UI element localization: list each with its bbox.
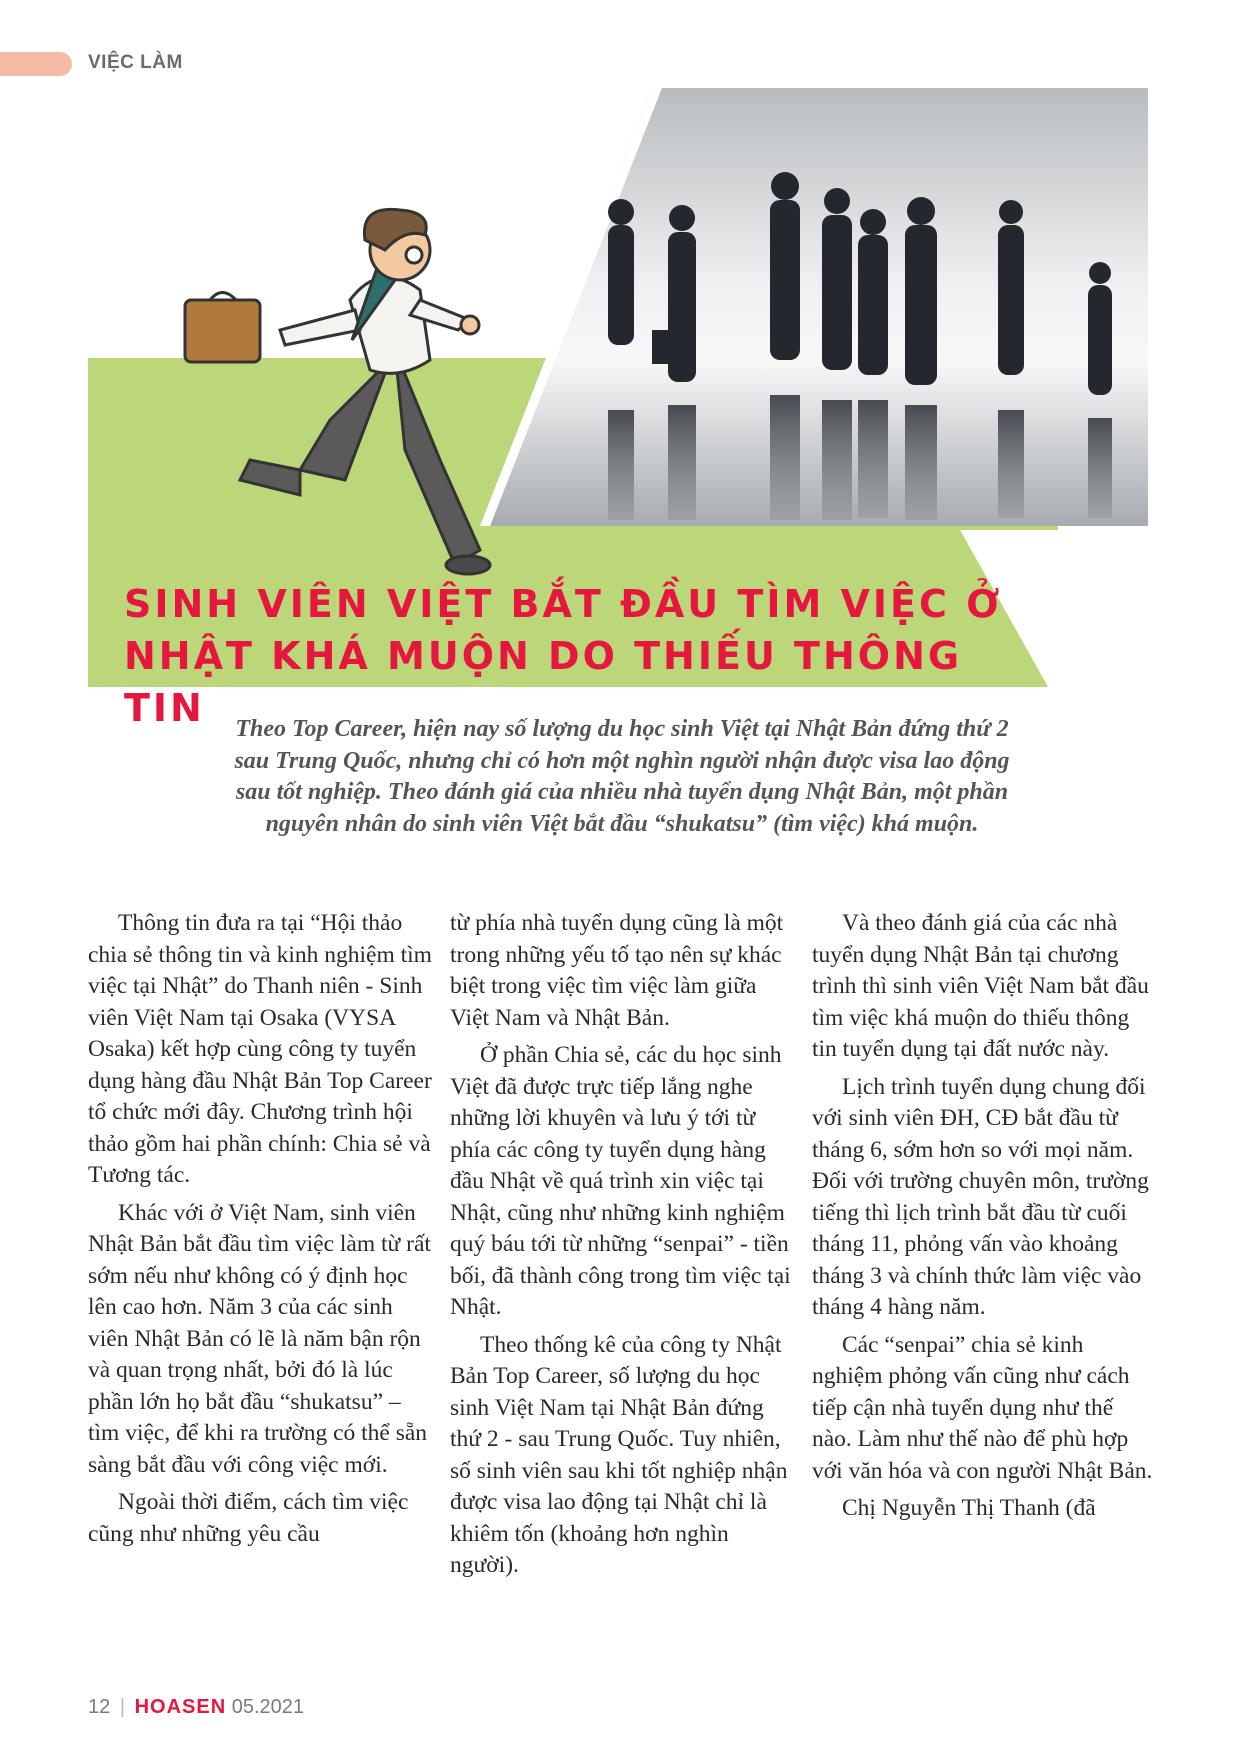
paragraph: Ngoài thời điểm, cách tìm việc cũng như những yêu cầu bbox=[88, 1489, 409, 1547]
issue-date: 05.2021 bbox=[231, 1696, 305, 1718]
article-lead: Theo Top Career, hiện nay số lượng du học sinh Việt tại Nhật Bản đứng thứ 2 sau Trung Quốc, nhưng chỉ có hơn một nghìn người nhận được visa lao động sau tốt nghiệp. Theo đánh giá của nhiều nhà tuyển dụng Nhật Bản, một phần nguyên nhân do sinh viên Việt bắt đầu “shukatsu” (tìm việc) khá muộn. bbox=[234, 716, 1010, 837]
magazine-brand: HOASEN bbox=[134, 1696, 227, 1718]
paragraph: từ phía nhà tuyển dụng cũng là một trong những yếu tố tạo nên sự khác biệt trong việc tìm việc làm giữa Việt Nam và Nhật Bản. bbox=[450, 910, 784, 1031]
page-footer bbox=[88, 1696, 304, 1719]
paragraph: Chị Nguyễn Thị Thanh (đã bbox=[842, 1495, 1096, 1521]
footer-separator: | bbox=[119, 1696, 126, 1718]
section-label: VIỆC LÀM bbox=[88, 52, 183, 73]
paragraph: Các “senpai” chia sẻ kinh nghiệm phỏng vấn cũng như cách tiếp cận nhà tuyển dụng như thế nào. Làm như thế nào để phù hợp với văn hóa và con người Nhật Bản. bbox=[812, 1331, 1153, 1484]
business-photo bbox=[480, 88, 1148, 526]
article-title: SINH VIÊN VIỆT BẮT ĐẦU TÌM VIỆC Ở NHẬT KHÁ MUỘN DO THIẾU THÔNG TIN bbox=[124, 582, 1003, 730]
article-column-2 bbox=[450, 908, 794, 1588]
paragraph: Và theo đánh giá của các nhà tuyển dụng Nhật Bản tại chương trình thì sinh viên Việt Nam bắt đầu tìm việc khá muộn do thiếu thông tin tuyển dụng tại đất nước này. bbox=[812, 910, 1149, 1062]
article-column-3 bbox=[812, 908, 1157, 1531]
paragraph: Theo thống kê của công ty Nhật Bản Top Career, số lượng du học sinh Việt Nam tại Nhật Bản đứng thứ 2 - sau Trung Quốc. Tuy nhiên, số sinh viên sau khi tốt nghiệp nhận được visa lao động tại Nhật chỉ là khiêm tốn (khoảng hơn nghìn người). bbox=[450, 1331, 788, 1578]
paragraph: Lịch trình tuyển dụng chung đối với sinh viên ĐH, CĐ bắt đầu từ tháng 6, sớm hơn so với mọi năm. Đối với trường chuyên môn, trường tiếng thì lịch trình bắt đầu từ cuối tháng 11, phỏng vấn vào khoảng tháng 3 và chính thức làm việc vào tháng 4 hàng năm. bbox=[812, 1073, 1149, 1320]
page-number: 12 bbox=[88, 1696, 111, 1718]
article-column-1 bbox=[88, 908, 432, 1556]
paragraph: Thông tin đưa ra tại “Hội thảo chia sẻ thông tin và kinh nghiệm tìm việc tại Nhật” do Thanh niên - Sinh viên Việt Nam tại Osaka (VYSA Osaka) kết hợp cùng công ty tuyển dụng hàng đầu Nhật Bản Top Career tổ chức mới đây. Chương trình hội thảo gồm hai phần chính: Chia sẻ và Tương tác. bbox=[88, 910, 432, 1188]
paragraph: Khác với ở Việt Nam, sinh viên Nhật Bản bắt đầu tìm việc làm từ rất sớm nếu như không có ý định học lên cao hơn. Năm 3 của các sinh viên Nhật Bản có lẽ là năm bận rộn và quan trọng nhất, bởi đó là lúc phần lớn họ bắt đầu “shukatsu” – tìm việc, để khi ra trường có thể sẵn sàng bắt đầu với công việc mới. bbox=[88, 1199, 431, 1478]
paragraph: Ở phần Chia sẻ, các du học sinh Việt đã được trực tiếp lắng nghe những lời khuyên và lưu ý tới từ phía các công ty tuyển dụng hàng đầu Nhật về quá trình xin việc tại Nhật, cũng như những kinh nghiệm quý báu tới từ những “senpai” - tiền bối, đã thành công trong tìm việc tại Nhật. bbox=[450, 1042, 791, 1320]
